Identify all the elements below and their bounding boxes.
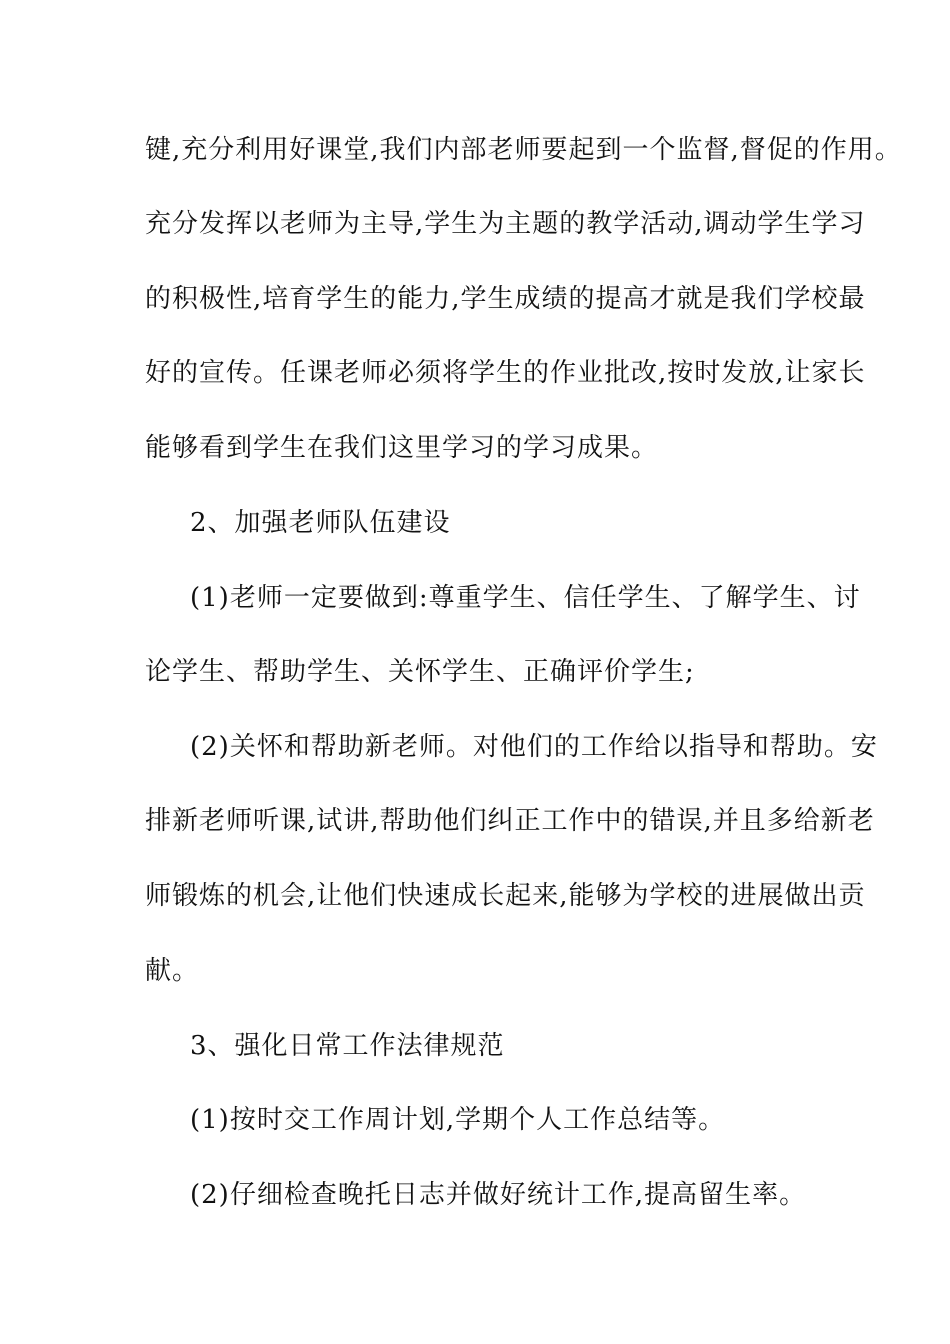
section-heading: 2、加强老师队伍建设	[190, 508, 451, 538]
list-item: (1)老师一定要做到:尊重学生、信任学生、了解学生、讨	[190, 583, 861, 613]
section-heading: 3、强化日常工作法律规范	[190, 1031, 505, 1061]
text-line: 充分发挥以老师为主导,学生为主题的教学活动,调动学生学习	[145, 209, 866, 239]
text-line: 师锻炼的机会,让他们快速成长起来,能够为学校的进展做出贡	[145, 881, 866, 911]
text-line: 键,充分利用好课堂,我们内部老师要起到一个监督,督促的作用。	[145, 135, 902, 165]
text-line: 的积极性,培育学生的能力,学生成绩的提高才就是我们学校最	[145, 284, 866, 314]
text-line: 能够看到学生在我们这里学习的学习成果。	[145, 433, 659, 463]
text-line: 排新老师听课,试讲,帮助他们纠正工作中的错误,并且多给新老	[145, 806, 875, 836]
list-item: (2)仔细检查晚托日志并做好统计工作,提高留生率。	[190, 1180, 807, 1210]
list-item: (2)关怀和帮助新老师。对他们的工作给以指导和帮助。安	[190, 732, 878, 762]
list-item: (1)按时交工作周计划,学期个人工作总结等。	[190, 1105, 726, 1135]
text-line: 好的宣传。任课老师必须将学生的作业批改,按时发放,让家长	[145, 358, 866, 388]
text-line: 献。	[145, 956, 200, 986]
text-line: 论学生、帮助学生、关怀学生、正确评价学生;	[145, 657, 695, 687]
